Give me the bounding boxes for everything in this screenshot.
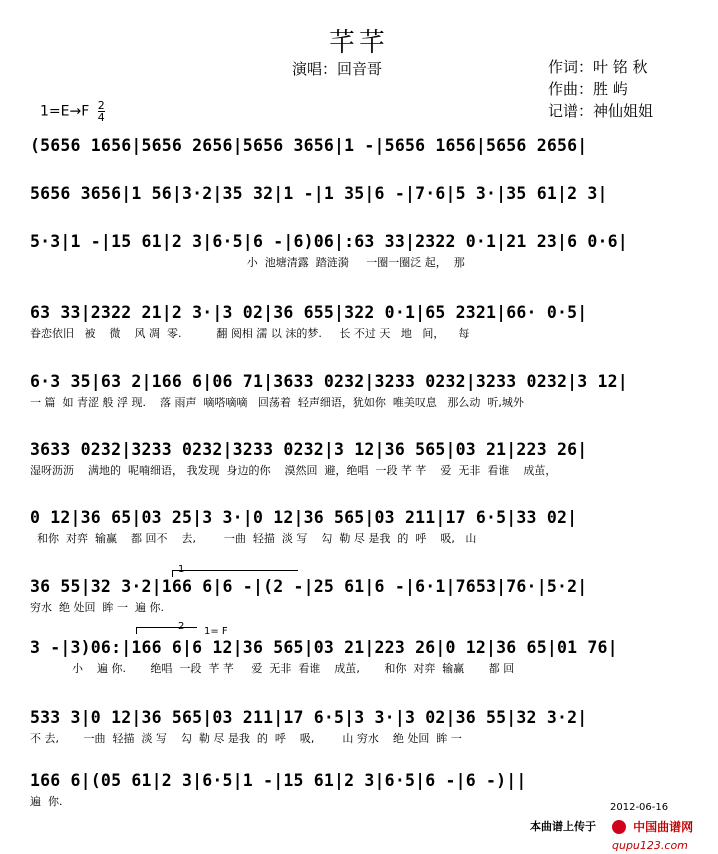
lyrics-line: 小 遍 你. 绝唱 一段 芊 芊 爱 无非 看谁 成茧, 和你 对弈 输赢 都 回 (30, 662, 515, 675)
staff-row-4 (30, 302, 690, 341)
staff-row-11 (30, 770, 690, 809)
staff-row-5 (30, 371, 690, 410)
notation-line: 5656 3656|1 56|3·2|35 32|1 -|1 35|6 -|7·6|5 3·|35 61|2 3| (30, 184, 608, 203)
volta-marker-1: 1 (178, 564, 185, 575)
staff-row-9 (30, 637, 690, 676)
notation-line: 36 55|32 3·2|166 6|6 -|(2 -|25 61|6 -|6·1|7653|76·|5·2| (30, 577, 588, 596)
transcriber-credit: 记谱：神仙姐姐 (548, 102, 654, 120)
publish-date: 2012-06-16 (610, 802, 669, 813)
notation-line: 6·3 35|63 2|166 6|06 71|3633 0232|3233 0232|3233 0232|3 12| (30, 372, 628, 391)
notation-line: 3 -|3)06:|166 6|6 12|36 565|03 21|223 26|0 12|36 65|01 76| (30, 638, 618, 657)
lyrics-line: 穷水 绝 处回 眸 一 遍 你. (30, 601, 164, 614)
staff-row-3 (30, 231, 690, 270)
logo-icon (612, 820, 626, 834)
staff-row-10 (30, 707, 690, 746)
site-logo[interactable] (612, 816, 714, 852)
lyrics-line: 一 篇 如 青涩 般 浮 现. 落 雨声 嘀嗒嘀嘀 回荡着 轻声细语，犹如你 唯美叹息 那么动 听,城外 (30, 396, 524, 409)
notation-line: (5656 1656|5656 2656|5656 3656|1 -|5656 1656|5656 2656| (30, 136, 588, 155)
lyricist-credit: 作词：叶 铭 秋 (548, 58, 648, 76)
staff-row-2 (30, 183, 690, 222)
notation-line: 5·3|1 -|15 61|2 3|6·5|6 -|6)06|:63 33|2322 0·1|21 23|6 0·6| (30, 232, 628, 251)
key-label: 1=E→F (40, 103, 90, 120)
lyrics-line: 小 池塘清露 踏涟漪 一圈一圈泛 起， 那 (30, 256, 465, 269)
key-change-label: 1= F (204, 626, 228, 637)
staff-row-7 (30, 507, 690, 546)
lyrics-line: 湿呀沥沥 满地的 呢喃细语， 我发现 身边的你 漠然回 避，绝唱 一段 芊 芊 爱 无非 看谁 成茧， (30, 464, 557, 477)
volta-bracket-2 (136, 627, 197, 634)
notation-line: 166 6|(05 61|2 3|6·5|1 -|15 61|2 3|6·5|6 -|6 -)|| (30, 771, 527, 790)
staff-row-8 (30, 576, 690, 615)
staff-row-1 (30, 135, 690, 174)
site-domain: qupu123.com (612, 839, 688, 852)
site-name: 中国曲谱网 (633, 820, 694, 834)
key-signature (40, 100, 105, 123)
notation-line: 3633 0232|3233 0232|3233 0232|3 12|36 565|03 21|223 26| (30, 440, 588, 459)
singer-credit: 演唱：回音哥 (292, 60, 383, 78)
lyrics-line: 眷恋依旧 被 微 风 凋 零. 翻 阅相 濡 以 沫的梦. 长 不过 天 地 间， 每 (30, 327, 470, 340)
credits-block (548, 56, 653, 122)
lyrics-line (30, 160, 690, 174)
lyrics-line: 遍 你. (30, 795, 63, 808)
song-title: 芊芊 (328, 28, 389, 58)
notation-line: 533 3|0 12|36 565|03 211|17 6·5|3 3·|3 02|36 55|32 3·2| (30, 708, 588, 727)
composer-credit: 作曲：胜 屿 (548, 80, 628, 98)
lyrics-line: 和你 对弈 输赢 都 回不 去, 一曲 轻描 淡 写 勾 勒 尽 是我 的 呼 吸, 山 (30, 532, 477, 545)
time-signature (98, 100, 105, 123)
volta-marker-2: 2 (178, 621, 185, 632)
time-top: 2 (97, 99, 105, 112)
time-bottom: 4 (97, 111, 105, 124)
upload-note: 本曲谱上传于 (530, 820, 596, 833)
lyrics-line (30, 208, 690, 222)
notation-line: 0 12|36 65|03 25|3 3·|0 12|36 565|03 211|17 6·5|33 02| (30, 508, 578, 527)
lyrics-line: 不 去, 一曲 轻描 淡 写 勾 勒 尽 是我 的 呼 吸, 山 穷水 绝 处回 眸 一 (30, 732, 462, 745)
notation-line: 63 33|2322 21|2 3·|3 02|36 655|322 0·1|65 2321|66· 0·5| (30, 303, 588, 322)
staff-row-6 (30, 439, 690, 478)
